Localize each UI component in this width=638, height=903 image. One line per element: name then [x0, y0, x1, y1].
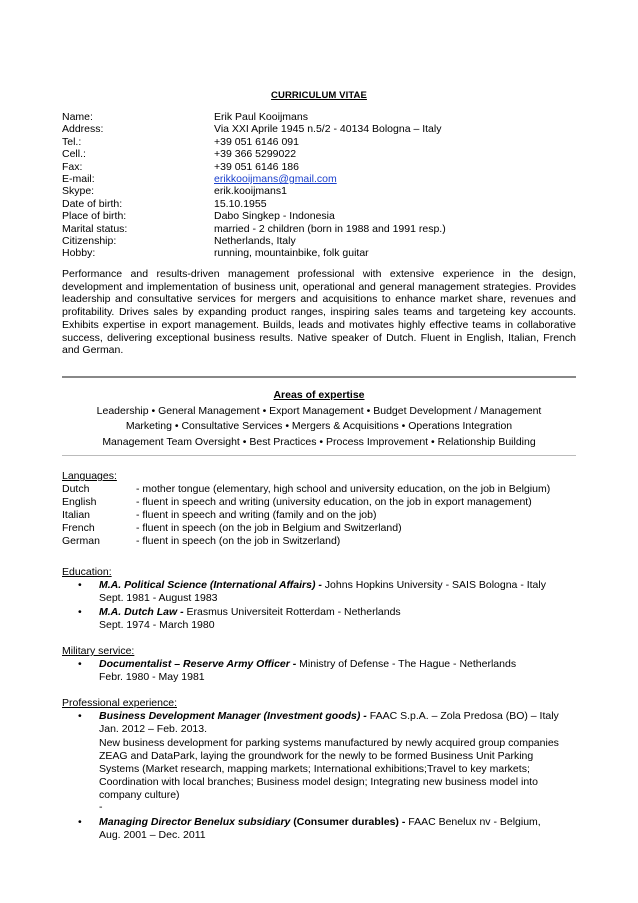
personal-row-fax — [62, 161, 446, 173]
divider — [62, 376, 576, 378]
institution: Johns Hopkins University - SAIS Bologna - Italy — [321, 579, 546, 592]
personal-value: Netherlands, Italy — [214, 234, 296, 247]
bullet: • — [78, 815, 82, 828]
personal-value: Dabo Singkep - Indonesia — [214, 210, 335, 223]
degree-title: M.A. Dutch Law - — [99, 605, 184, 618]
personal-value: running, mountainbike, folk guitar — [214, 247, 369, 260]
bullet: • — [78, 710, 82, 723]
military-section — [62, 645, 576, 685]
personal-value: +39 051 6146 186 — [214, 160, 299, 173]
experience-item — [62, 816, 576, 842]
personal-row-hobby — [62, 247, 446, 259]
areas-heading: Areas of expertise — [273, 389, 365, 401]
page-title: CURRICULUM VITAE — [271, 90, 367, 101]
personal-value: Via XXI Aprile 1945 n.5/2 - 40134 Bologna – Italy — [214, 123, 442, 136]
item-heading — [99, 710, 576, 723]
language-name: Italian — [62, 509, 91, 521]
personal-value: 15.10.1955 — [214, 197, 267, 210]
personal-row-pob — [62, 210, 446, 222]
item-period: Sept. 1981 - August 1983 — [99, 592, 218, 605]
position-title: Documentalist – Reserve Army Officer - — [99, 658, 297, 671]
section-heading: Professional experience: — [62, 697, 177, 709]
areas-line: Leadership • General Management • Export Management • Budget Development / Management — [96, 404, 542, 417]
position-title: Business Development Manager (Investment goods) - — [99, 710, 367, 723]
personal-label: Date of birth: — [62, 197, 123, 210]
personal-label: Fax: — [62, 160, 83, 173]
personal-label: Place of birth: — [62, 210, 127, 223]
section-heading: Military service: — [62, 645, 135, 657]
language-name: English — [62, 496, 97, 508]
personal-label: Name: — [62, 111, 93, 123]
position-title: Managing Director Benelux subsidiary — [99, 815, 291, 828]
personal-row-citizenship — [62, 235, 446, 247]
areas-line: Management Team Oversight • Best Practices • Process Improvement • Relationship Building — [102, 435, 536, 448]
item-heading — [99, 606, 576, 619]
personal-row-email — [62, 173, 446, 185]
personal-row-skype — [62, 185, 446, 197]
bullet: • — [78, 579, 82, 592]
spacer — [62, 800, 576, 816]
personal-label: Skype: — [62, 185, 95, 198]
education-item — [62, 606, 576, 632]
personal-label: Cell.: — [62, 148, 86, 161]
experience-item — [62, 710, 576, 802]
bullet: • — [78, 605, 82, 618]
language-row — [62, 496, 550, 509]
position-category: (Consumer durables) - — [290, 815, 406, 828]
personal-value: erik.kooijmans1 — [214, 185, 287, 198]
personal-value: married - 2 children (born in 1988 and 1991 resp.) — [214, 222, 446, 235]
language-row — [62, 522, 550, 535]
language-desc: - fluent in speech (on the job in Switzerland) — [136, 535, 341, 547]
item-heading — [99, 658, 576, 671]
email-link[interactable]: erikkooijmans@gmail.com — [214, 172, 337, 185]
item-period: Jan. 2012 – Feb. 2013. — [99, 723, 207, 736]
education-section — [62, 566, 576, 632]
item-period: Febr. 1980 - May 1981 — [99, 671, 205, 684]
personal-row-address — [62, 123, 446, 135]
language-name: German — [62, 535, 100, 547]
institution: Erasmus Universiteit Rotterdam - Netherlands — [183, 605, 401, 618]
personal-value: +39 051 6146 091 — [214, 135, 299, 148]
personal-row-dob — [62, 198, 446, 210]
personal-value: Erik Paul Kooijmans — [214, 111, 308, 123]
company: FAAC S.p.A. – Zola Predosa (BO) – Italy — [366, 710, 559, 723]
military-item — [62, 658, 576, 684]
personal-info — [62, 111, 446, 260]
personal-row-cell — [62, 148, 446, 160]
item-heading — [99, 816, 576, 829]
company: FAAC Benelux nv - Belgium, — [405, 815, 541, 828]
personal-label: Citizenship: — [62, 234, 117, 247]
language-desc: - mother tongue (elementary, high school and university education, on the job in Belgium) — [136, 483, 551, 495]
language-row — [62, 483, 550, 496]
section-heading: Languages: — [62, 470, 117, 482]
education-item — [62, 579, 576, 605]
organization: Ministry of Defense - The Hague - Netherlands — [296, 658, 517, 671]
personal-label: Tel.: — [62, 135, 82, 148]
personal-row-name — [62, 111, 446, 123]
language-name: Dutch — [62, 483, 90, 495]
stray-mark: - — [99, 800, 103, 813]
areas-of-expertise — [62, 388, 576, 450]
language-desc: - fluent in speech (on the job in Belgium and Switzerland) — [136, 522, 402, 534]
divider — [62, 455, 576, 456]
degree-title: M.A. Political Science (International Affairs) - — [99, 579, 322, 592]
experience-section — [62, 697, 576, 842]
profile-summary: Performance and results-driven management professional with extensive experience in the design, development and implementation of business unit, operational and general management strategies. Provides leadership and consultative services for mergers and acquisitions to enhance market share, revenues and profitability. Drives sales by expanding product ranges, inspiring sales teams and targeteing key accounts. Exhibits expertise in export management. Builds, leads and motivates highly effective teams in collaborative success, delivering exceptional business results. Native speaker of Dutch. Fluent in English, Italian, French and German. — [62, 268, 576, 357]
personal-label: Marital status: — [62, 222, 128, 235]
personal-value: +39 366 5299022 — [214, 148, 297, 161]
areas-line: Marketing • Consultative Services • Mergers & Acquisitions • Operations Integration — [125, 420, 513, 432]
language-desc: - fluent in speech and writing (family and on the job) — [136, 509, 377, 521]
personal-label: E-mail: — [62, 172, 95, 185]
personal-label: Address: — [62, 123, 104, 136]
personal-row-marital — [62, 223, 446, 235]
item-period: Sept. 1974 - March 1980 — [99, 618, 215, 631]
personal-label: Hobby: — [62, 247, 96, 260]
languages-section — [62, 470, 550, 548]
item-period: Aug. 2001 – Dec. 2011 — [99, 828, 206, 841]
bullet: • — [78, 658, 82, 671]
language-name: French — [62, 522, 95, 534]
item-description: New business development for parking systems manufactured by newly acquired group companies ZEAG and DataPark, laying the groundwork for the newly to be formed Business Unit Parking Systems (Market research, mapping markets; International exhibitions;Travel to key markets; Coordination with local branches; Business model design; Integrating new business model into company culture) — [99, 736, 559, 802]
personal-row-tel — [62, 136, 446, 148]
language-row — [62, 509, 550, 522]
item-heading — [99, 579, 576, 592]
language-desc: - fluent in speech and writing (university education, on the job in export management) — [136, 496, 532, 508]
section-heading: Education: — [62, 566, 112, 578]
language-row — [62, 535, 550, 548]
